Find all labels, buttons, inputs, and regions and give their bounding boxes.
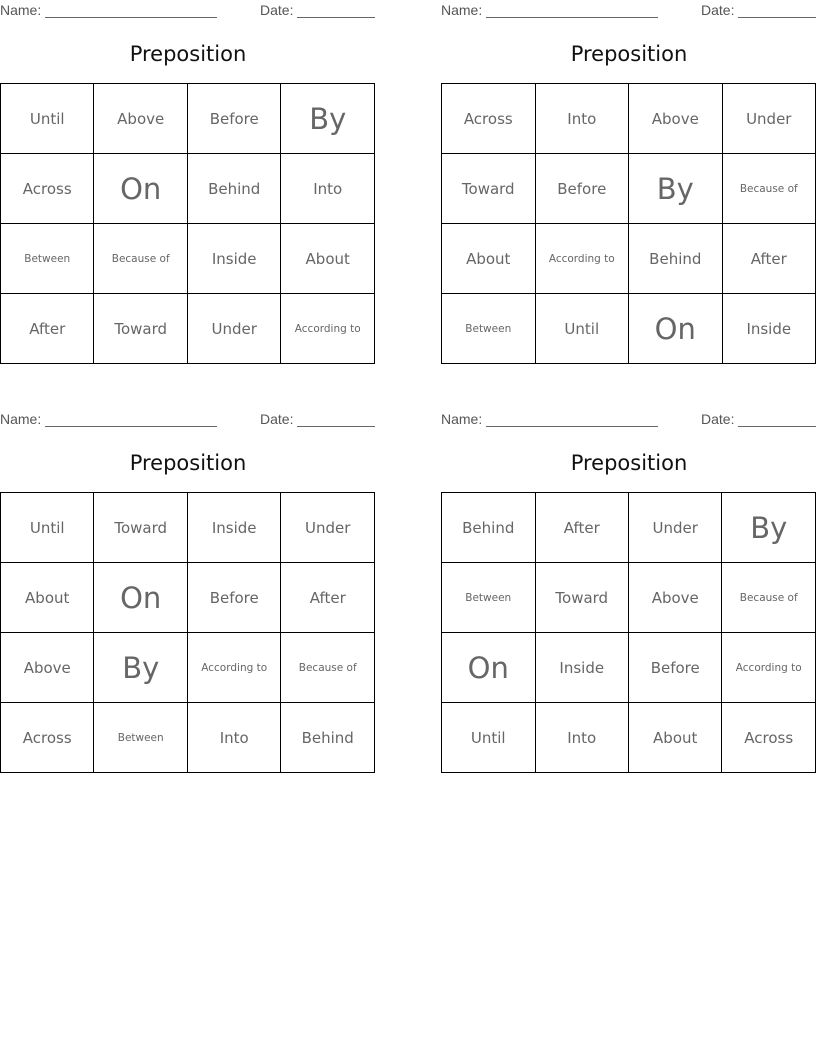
card-title: Preposition: [129, 451, 247, 475]
name-date-header: [0, 411, 376, 429]
grid-row: [442, 493, 816, 563]
grid-cell: Across: [1, 154, 94, 224]
grid-cell: About: [629, 703, 722, 773]
grid-cell: Inside: [535, 633, 629, 703]
grid-row: [1, 84, 375, 154]
card-title: Preposition: [570, 42, 688, 66]
grid-cell: Toward: [94, 493, 188, 563]
bingo-card: [441, 409, 816, 747]
grid-cell: According to: [535, 224, 629, 294]
grid-cell: Across: [442, 84, 536, 154]
name-line: [45, 426, 217, 427]
grid-cell: Because of: [281, 633, 375, 703]
grid-cell: Under: [722, 84, 815, 154]
grid-cell: Across: [1, 703, 94, 773]
grid-cell: About: [442, 224, 536, 294]
grid-row: [1, 224, 375, 294]
name-label: Name:: [0, 2, 42, 18]
bingo-card: [0, 409, 376, 747]
name-date-header: [441, 2, 816, 20]
grid-cell: Before: [187, 563, 281, 633]
grid-cell: Inside: [722, 294, 815, 364]
bingo-grid: [441, 492, 816, 773]
grid-cell: After: [1, 294, 94, 364]
bingo-grid: [441, 83, 816, 364]
grid-cell: By: [722, 493, 816, 563]
grid-cell: On: [629, 294, 723, 364]
name-line: [45, 17, 217, 18]
grid-row: [442, 563, 816, 633]
grid-cell: Above: [629, 563, 722, 633]
grid-cell: After: [535, 493, 629, 563]
grid-row: [442, 703, 816, 773]
bingo-grid: [0, 83, 375, 364]
grid-cell: Toward: [442, 154, 536, 224]
grid-cell: According to: [722, 633, 816, 703]
grid-cell: Above: [94, 84, 188, 154]
grid-cell: Because of: [722, 563, 816, 633]
grid-row: [442, 294, 816, 364]
grid-row: [442, 633, 816, 703]
grid-cell: Before: [535, 154, 629, 224]
grid-cell: Between: [1, 224, 94, 294]
date-line: [297, 426, 375, 427]
name-label: Name:: [441, 2, 483, 18]
grid-cell: According to: [187, 633, 281, 703]
grid-cell: Until: [535, 294, 629, 364]
grid-cell: Inside: [187, 224, 281, 294]
grid-row: [1, 703, 375, 773]
grid-cell: Until: [442, 703, 536, 773]
grid-row: [1, 633, 375, 703]
bingo-card: [0, 0, 376, 338]
bingo-grid: [0, 492, 375, 773]
grid-cell: About: [1, 563, 94, 633]
grid-cell: Between: [94, 703, 188, 773]
grid-cell: Inside: [187, 493, 281, 563]
grid-cell: Behind: [442, 493, 536, 563]
date-line: [738, 17, 816, 18]
grid-cell: Because of: [722, 154, 815, 224]
grid-cell: About: [281, 224, 375, 294]
grid-cell: Toward: [535, 563, 629, 633]
grid-cell: Under: [187, 294, 281, 364]
grid-cell: Behind: [281, 703, 375, 773]
grid-row: [1, 493, 375, 563]
grid-cell: According to: [281, 294, 375, 364]
grid-row: [1, 154, 375, 224]
date-label: Date:: [260, 411, 294, 427]
date-line: [738, 426, 816, 427]
grid-cell: Above: [629, 84, 723, 154]
grid-cell: By: [629, 154, 723, 224]
grid-cell: Between: [442, 294, 536, 364]
grid-cell: After: [281, 563, 375, 633]
grid-cell: By: [281, 84, 375, 154]
date-line: [297, 17, 375, 18]
grid-cell: Because of: [94, 224, 188, 294]
grid-cell: By: [94, 633, 188, 703]
name-label: Name:: [441, 411, 483, 427]
grid-cell: Above: [1, 633, 94, 703]
grid-row: [1, 294, 375, 364]
name-line: [486, 426, 658, 427]
grid-cell: Before: [629, 633, 722, 703]
grid-cell: Across: [722, 703, 816, 773]
grid-cell: Into: [535, 703, 629, 773]
grid-cell: On: [94, 154, 188, 224]
grid-cell: Into: [535, 84, 629, 154]
grid-row: [1, 563, 375, 633]
grid-cell: After: [722, 224, 815, 294]
grid-cell: Behind: [629, 224, 723, 294]
grid-cell: Until: [1, 84, 94, 154]
date-label: Date:: [701, 411, 735, 427]
bingo-card: [441, 0, 816, 346]
grid-cell: Into: [281, 154, 375, 224]
card-title: Preposition: [129, 42, 247, 66]
grid-cell: Into: [187, 703, 281, 773]
name-date-header: [0, 2, 376, 20]
grid-cell: Under: [281, 493, 375, 563]
name-date-header: [441, 411, 816, 429]
grid-cell: Before: [187, 84, 281, 154]
grid-cell: On: [94, 563, 188, 633]
grid-cell: Toward: [94, 294, 188, 364]
grid-cell: Until: [1, 493, 94, 563]
name-line: [486, 17, 658, 18]
grid-cell: Under: [629, 493, 722, 563]
grid-row: [442, 154, 816, 224]
grid-cell: On: [442, 633, 536, 703]
card-title: Preposition: [570, 451, 688, 475]
grid-row: [442, 224, 816, 294]
name-label: Name:: [0, 411, 42, 427]
date-label: Date:: [701, 2, 735, 18]
grid-cell: Between: [442, 563, 536, 633]
date-label: Date:: [260, 2, 294, 18]
grid-cell: Behind: [187, 154, 281, 224]
grid-row: [442, 84, 816, 154]
